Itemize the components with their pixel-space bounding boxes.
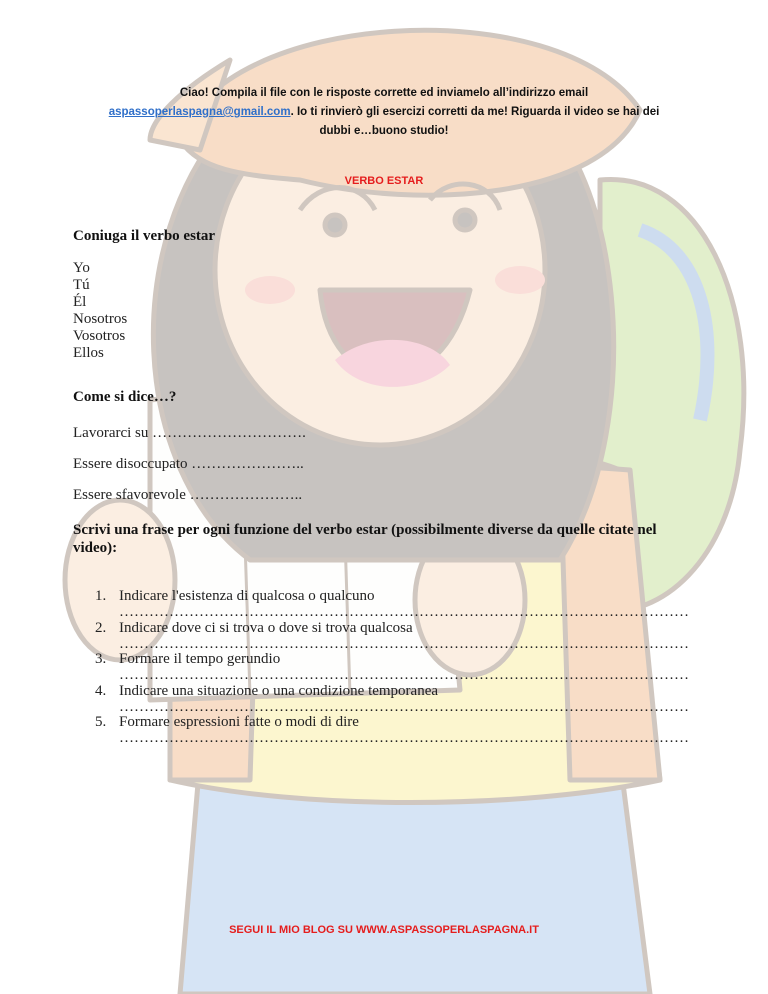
pronoun-item: Tú	[73, 277, 90, 293]
functions-list	[95, 588, 700, 746]
function-text: Formare espressioni fatte o modi di dire	[119, 714, 359, 730]
answer-line: ……………………………………………………………………………………………………	[119, 667, 689, 683]
email-link[interactable]: aspassoperlaspagna@gmail.com	[108, 106, 291, 118]
function-text: Formare il tempo gerundio	[119, 651, 281, 667]
section-heading-how-to-say: Come si dice…?	[73, 389, 177, 405]
footer-blog-link: SEGUI IL MIO BLOG SU WWW.ASPASSOPERLASPAGNA.IT	[229, 924, 539, 936]
page-title: VERBO ESTAR	[344, 175, 424, 187]
function-text: Indicare dove ci si trova o dove si trova qualcosa	[119, 619, 413, 636]
answer-line: ……………………………………………………………………………………………………	[119, 635, 689, 652]
item-number: 1.	[95, 588, 107, 604]
function-text: Indicare una situazione o una condizione temporanea	[119, 682, 439, 699]
item-number: 4.	[95, 682, 107, 699]
section-instruction-functions: Scrivi una frase per ogni funzione del verbo estar (possibilmente diverse da quelle citate nel video):	[73, 522, 657, 556]
item-number: 3.	[95, 651, 107, 667]
list-item	[95, 714, 700, 746]
intro-line-1: Ciao! Compila il file con le risposte corrette ed inviamelo all’indirizzo email	[179, 87, 589, 99]
intro-text	[60, 84, 708, 141]
list-item	[95, 588, 700, 620]
pronoun-item: Él	[73, 294, 87, 310]
intro-line-2-rest: . Io ti rinvierò gli esercizi corretti da me! Riguarda il video se hai dei	[290, 106, 660, 118]
pronoun-item: Yo	[73, 260, 90, 276]
translation-item: Lavorarci su ………………………….	[73, 425, 306, 441]
section-heading-conjugate: Coniuga il verbo estar	[73, 228, 216, 244]
list-item	[95, 620, 700, 652]
pronoun-item: Vosotros	[73, 328, 126, 344]
item-number: 5.	[95, 714, 107, 730]
pronoun-item: Ellos	[73, 345, 104, 361]
pronoun-item: Nosotros	[73, 311, 128, 327]
pronoun-list	[73, 260, 127, 362]
intro-line-3: dubbi e…buono studio!	[319, 125, 449, 137]
intro-line-2	[60, 103, 708, 122]
translation-item: Essere disoccupato …………………..	[73, 456, 304, 472]
answer-line: ……………………………………………………………………………………………………	[119, 698, 689, 715]
item-number: 2.	[95, 619, 107, 636]
answer-line: ……………………………………………………………………………………………………	[119, 604, 689, 620]
list-item	[95, 683, 700, 715]
translation-item: Essere sfavorevole …………………..	[73, 487, 303, 503]
function-text: Indicare l'esistenza di qualcosa o qualcuno	[119, 588, 375, 604]
list-item	[95, 651, 700, 683]
answer-line: ……………………………………………………………………………………………………	[119, 730, 689, 746]
